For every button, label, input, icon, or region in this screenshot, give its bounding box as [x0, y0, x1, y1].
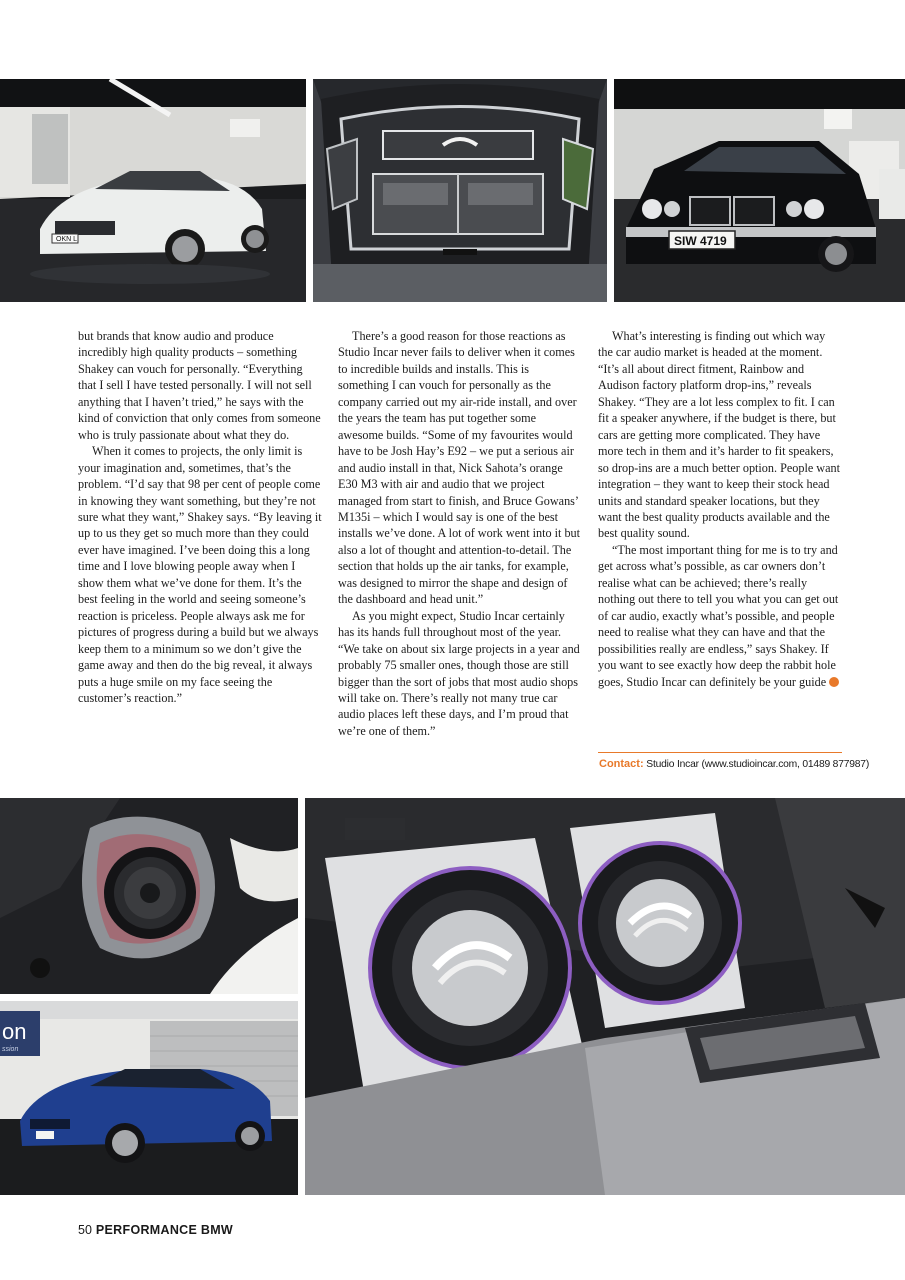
sign-subtext: ssion — [2, 1046, 19, 1053]
page-number: 50 — [78, 1223, 92, 1237]
contact-label: Contact: — [599, 758, 644, 770]
sign-text: on — [2, 1019, 27, 1044]
text-column-1 — [78, 328, 322, 706]
photo-twin-subwoofer-enclosure — [305, 798, 905, 1195]
end-mark-icon — [829, 677, 839, 687]
contact-details: Studio Incar (www.studioincar.com, 01489 877987) — [646, 759, 870, 770]
photo-blue-bmw-coupe — [0, 1001, 298, 1195]
plate-text: OKN L — [56, 236, 78, 243]
paragraph: There’s a good reason for those reactions as Studio Incar never fails to deliver when it comes to incredible builds and installs. This is something I can vouch for personally as the company carried out my air-ride install, and over the years the team has put together some awesome builds. “Some of my favourites would have to be Josh Hay’s E92 – we put a serious air and audio install in that, Nick Sahota’s orange E30 M3 with air and audio that we project managed from start to finish, and Bruce Gowans’ M135i – which I would say is one of the best installs we’ve done. A lot of work went into it but also a lot of thought and attention-to-detail. The section that holds up the air tanks, for example, was designed to mirror the shape and design of the dashboard and head unit.” — [338, 329, 581, 607]
plate-text: SIW 4719 — [674, 234, 727, 248]
magazine-title: PERFORMANCE BMW — [95, 1223, 234, 1237]
paragraph: “The most important thing for me is to try and get across what’s possible, as car owners don’t realise what can be achieved; there’s really nothing out there to tell you what you can get out of car audio, exactly what’s possible, and people need to realise what they can have and that the possibilities really are endless,” says Shakey. If you want to see exactly how deep the rabbit hole goes, Studio Incar can definitely be your guide — [598, 542, 839, 689]
contact-divider — [598, 752, 842, 753]
paragraph: As you might expect, Studio Incar certainly has its hands full throughout most of the year. “We take on about six large projects in a year and probably 75 smaller ones, though those are still bigger than the sort of jobs that most audio shops will take on. There’s really not many true car audio places left these days, and I’m proud that we’re one of them.” — [338, 608, 580, 738]
photo-black-classic-bmw — [614, 79, 905, 302]
text-column-2 — [338, 328, 582, 739]
photo-custom-trunk-install — [313, 79, 607, 302]
text-column-3 — [598, 328, 842, 690]
paragraph: When it comes to projects, the only limit is your imagination and, sometimes, that’s the problem. “I’d say that 98 per cent of people come in knowing they want something, but they’re not sure what they want,” Shakey says. “By leaving it up to us they get so much more than they could ever have imagined. I’ve been doing this a long time and I love blowing people away when I show them what we’ve done for them. It’s the best feeling in the world and seeing someone’s reaction is priceless. People always ask me for pictures of progress during a build but we always keep them to a minimum so we don’t give the game away and then do the big reveal, it always puts a huge smile on my face seeing the customer’s reaction.” — [78, 444, 322, 705]
photo-door-speaker-install — [0, 798, 298, 994]
page-footer — [78, 1223, 233, 1237]
paragraph: What’s interesting is finding out which way the car audio market is headed at the moment. “It’s all about direct fitment, Rainbow and Audison factory platform drop-ins,” reveals Shakey. “They are a lot less complex to fit. I can fit a speaker anywhere, if the budget is there, but cars are getting more complicated. They have more tech in them and it’s harder to fit speakers, so drop-ins are a much better option. People want integration – they want to keep their stock head units and standard speaker locations, but they want the best quality products available and the best quality sound. — [598, 329, 840, 541]
paragraph: but brands that know audio and produce incredibly high quality products – something Shakey can vouch for personally. “Everything that I sell I have tested personally. I will not sell anything that I haven’t tried,” he says with the kind of conviction that only comes from someone who is truly passionate about what they do. — [78, 329, 321, 442]
photo-white-bmw-coupe — [0, 79, 306, 302]
contact-info — [599, 758, 899, 770]
